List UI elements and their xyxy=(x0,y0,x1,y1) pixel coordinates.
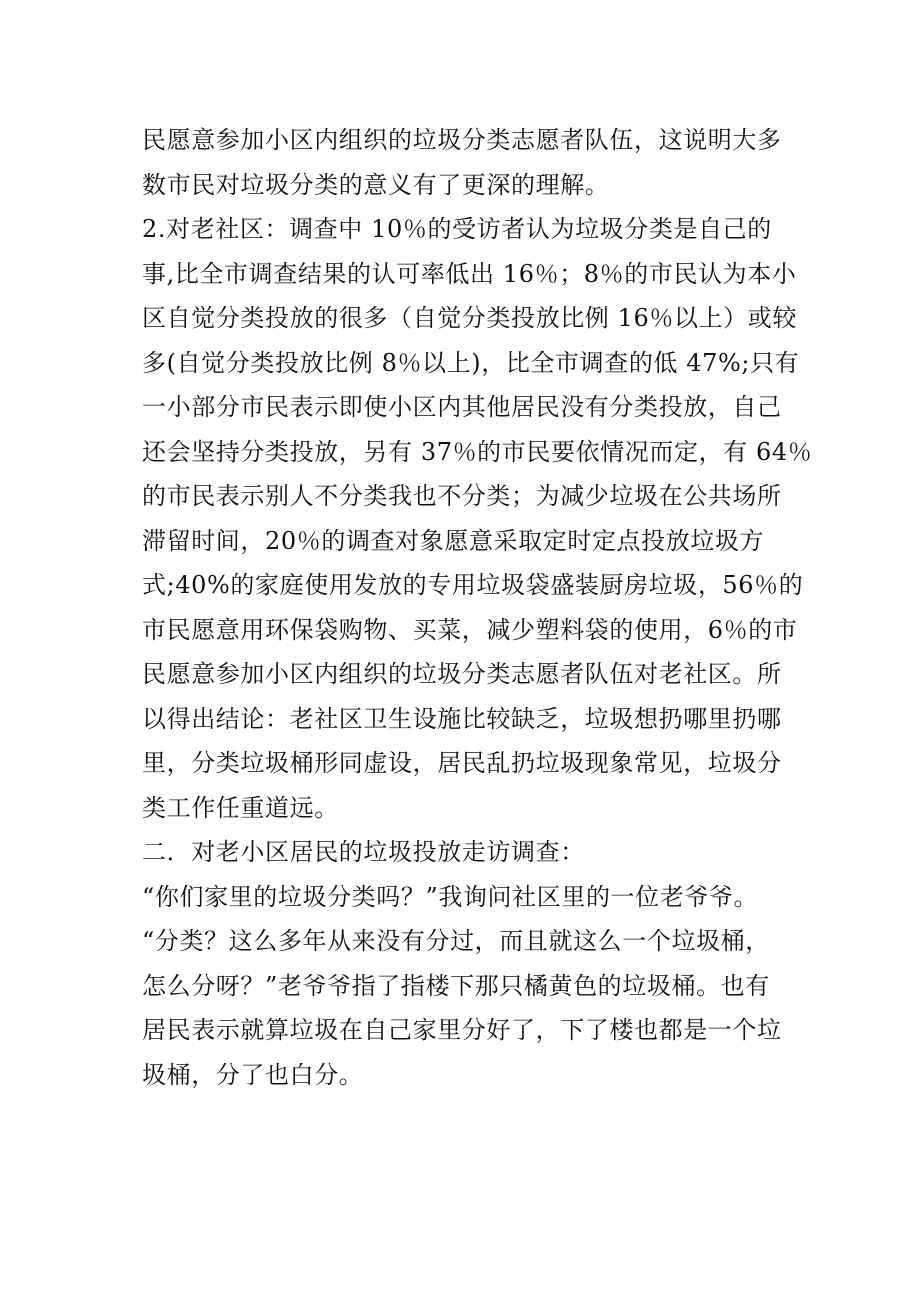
text-line: 民愿意参加小区内组织的垃圾分类志愿者队伍对老社区。所 xyxy=(142,660,782,688)
text-line: 的市民表示别人不分类我也不分类；为减少垃圾在公共场所 xyxy=(142,482,782,510)
text-line: 以得出结论：老社区卫生设施比较缺乏，垃圾想扔哪里扔哪 xyxy=(142,704,782,733)
text-line: 还会坚持分类投放，另有 37％的市民要依情况而定，有 64％ xyxy=(142,437,813,466)
body-text xyxy=(142,118,832,1097)
text-line: 怎么分呀？”老爷爷指了指楼下那只橘黄色的垃圾桶。也有 xyxy=(142,971,770,1000)
text-line: 类工作任重道远。 xyxy=(142,793,339,822)
text-line: 数市民对垃圾分类的意义有了更深的理解。 xyxy=(142,170,610,199)
text-line: 市民愿意用环保袋购物、买菜，减少塑料袋的使用，6％的市 xyxy=(142,615,798,644)
text-line: 居民表示就算垃圾在自己家里分好了，下了楼也都是一个垃 xyxy=(142,1016,782,1044)
text-line: 里，分类垃圾桶形同虚设，居民乱扔垃圾现象常见，垃圾分 xyxy=(142,749,782,777)
text-line: 2.对老社区：调查中 10％的受访者认为垃圾分类是自己的 xyxy=(142,215,772,243)
text-line: 式;40%的家庭使用发放的专用垃圾袋盛装厨房垃圾，56％的 xyxy=(142,571,804,599)
text-line: 区自觉分类投放的很多（自觉分类投放比例 16％以上）或较 xyxy=(142,304,797,332)
text-line: 多(自觉分类投放比例 8％以上)，比全市调查的低 47%;只有 xyxy=(142,348,800,377)
text-line: “分类？这么多年从来没有分过，而且就这么一个垃圾桶， xyxy=(142,927,770,955)
text-line: 民愿意参加小区内组织的垃圾分类志愿者队伍，这说明大多 xyxy=(142,126,782,154)
text-line: 事,比全市调查结果的认可率低出 16％；8％的市民认为本小 xyxy=(142,259,797,288)
text-line: “你们家里的垃圾分类吗？”我询问社区里的一位老爷爷。 xyxy=(142,882,759,911)
section-heading: 二．对老小区居民的垃圾投放走访调查： xyxy=(142,838,585,866)
text-line: 圾桶，分了也白分。 xyxy=(142,1060,364,1089)
text-line: 滞留时间，20％的调查对象愿意采取定时定点投放垃圾方 xyxy=(142,526,765,555)
text-line: 一小部分市民表示即使小区内其他居民没有分类投放，自己 xyxy=(142,393,782,421)
